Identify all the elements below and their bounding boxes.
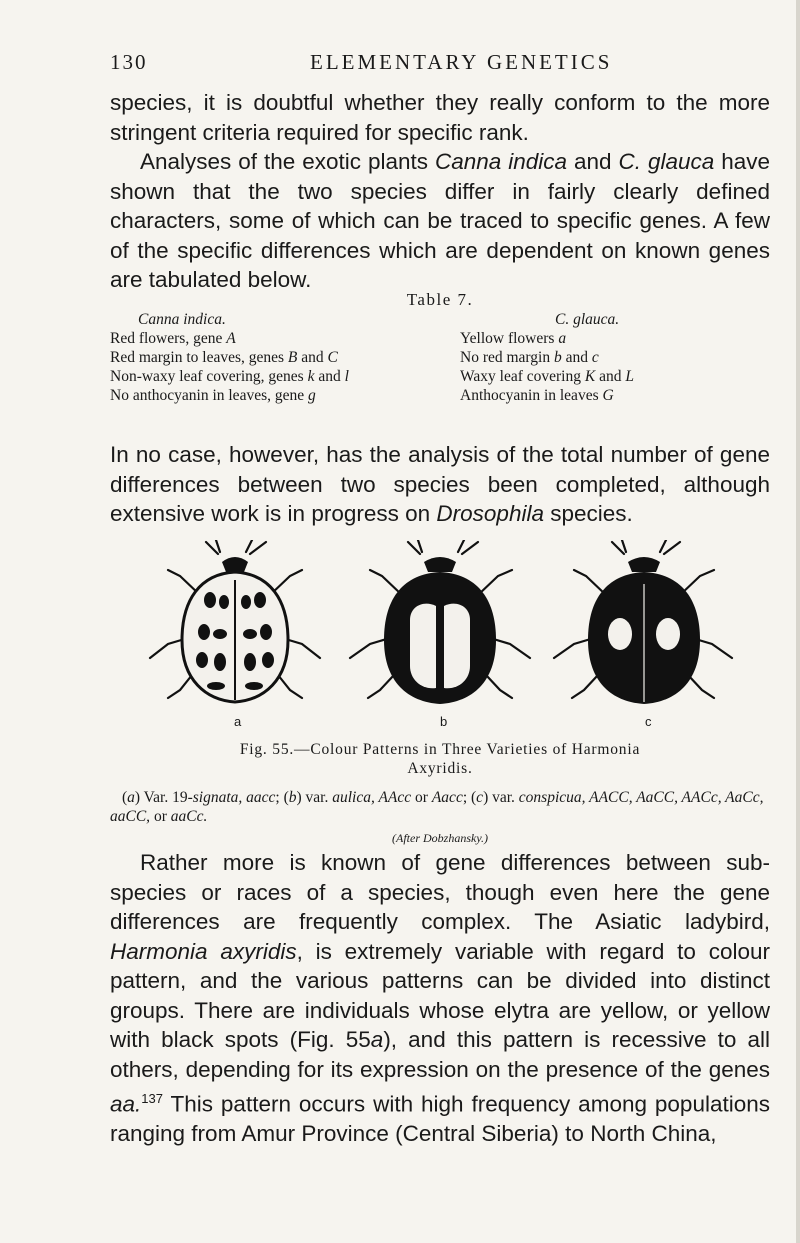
ladybird-b	[384, 557, 496, 704]
figure-description: (a) Var. 19-signata, aacc; (b) var. aulica, AAcc or Aacc; (c) var. conspicua, AACC, AaCC, AACc, AaCc, aaCC, or aaCc.	[110, 789, 764, 825]
running-header	[110, 50, 770, 80]
table-cell: Red margin to leaves, genes B and C	[110, 349, 338, 366]
paragraph-continued: species, it is doubtful whether they really conform to the more stringent criteria required for specific rank.	[110, 90, 770, 145]
figure-caption	[110, 740, 770, 848]
paragraph-harmonia: Rather more is known of gene differences between sub-species or races of a species, though even here the gene differences are frequently complex. The Asiatic ladybird, Harmonia axyridis, is extremely variable with regard to colour pattern, and the various patterns can be divided into distinct groups. There are individuals whose elytra are yellow, or yellow with black spots (Fig. 55a), and this pattern is recessive to all others, depending for its expression on the presence of the genes aa.$^{137}$ This pattern occurs with high frequency among populations ranging from Amur Province (Central Siberia) to North China,	[110, 850, 770, 1146]
figure-label-b: b	[440, 714, 448, 729]
page-number: 130	[110, 50, 148, 74]
table-column-header: C. glauca.	[555, 311, 620, 328]
table-column-c-glauca	[460, 310, 770, 405]
table-cell: Anthocyanin in leaves G	[460, 387, 614, 404]
page-edge	[796, 0, 800, 1243]
table-7	[110, 290, 770, 405]
text-block-middle	[110, 440, 770, 529]
figure-title: Fig. 55.—Colour Patterns in Three Varieties of Harmonia Axyridis.	[239, 741, 641, 777]
paragraph-drosophila: In no case, however, has the analysis of the total number of gene differences between two species been completed, although extensive work is in progress on Drosophila species.	[110, 442, 770, 526]
table-caption: Table 7.	[406, 290, 474, 309]
table-cell: Red flowers, gene A	[110, 330, 236, 347]
paragraph-canna: Analyses of the exotic plants Canna indica and C. glauca have shown that the two species differ in fairly clearly defined characters, some of which can be traced to specific genes. A few of the specific differences which are dependent on known genes are tabulated below.	[110, 149, 770, 292]
figure-attribution: (After Dobzhansky.)	[392, 831, 488, 845]
ladybird-a	[182, 557, 288, 702]
table-cell: Yellow flowers a	[460, 330, 567, 347]
table-cell: Waxy leaf covering K and L	[460, 368, 634, 385]
ladybird-c	[588, 557, 700, 704]
table-cell: No anthocyanin in leaves, gene g	[110, 387, 316, 404]
table-column-header: Canna indica.	[138, 311, 226, 328]
text-block-upper	[110, 88, 770, 295]
ladybird-figure	[140, 540, 760, 730]
table-cell: No red margin b and c	[460, 349, 599, 366]
table-cell: Non-waxy leaf covering, genes k and l	[110, 368, 349, 385]
figure-label-a: a	[234, 714, 242, 729]
table-column-canna-indica	[110, 310, 440, 405]
running-title: ELEMENTARY GENETICS	[310, 50, 613, 74]
text-block-lower	[110, 848, 770, 1149]
figure-label-c: c	[645, 714, 652, 729]
footnote-reference: 137	[141, 1091, 163, 1106]
